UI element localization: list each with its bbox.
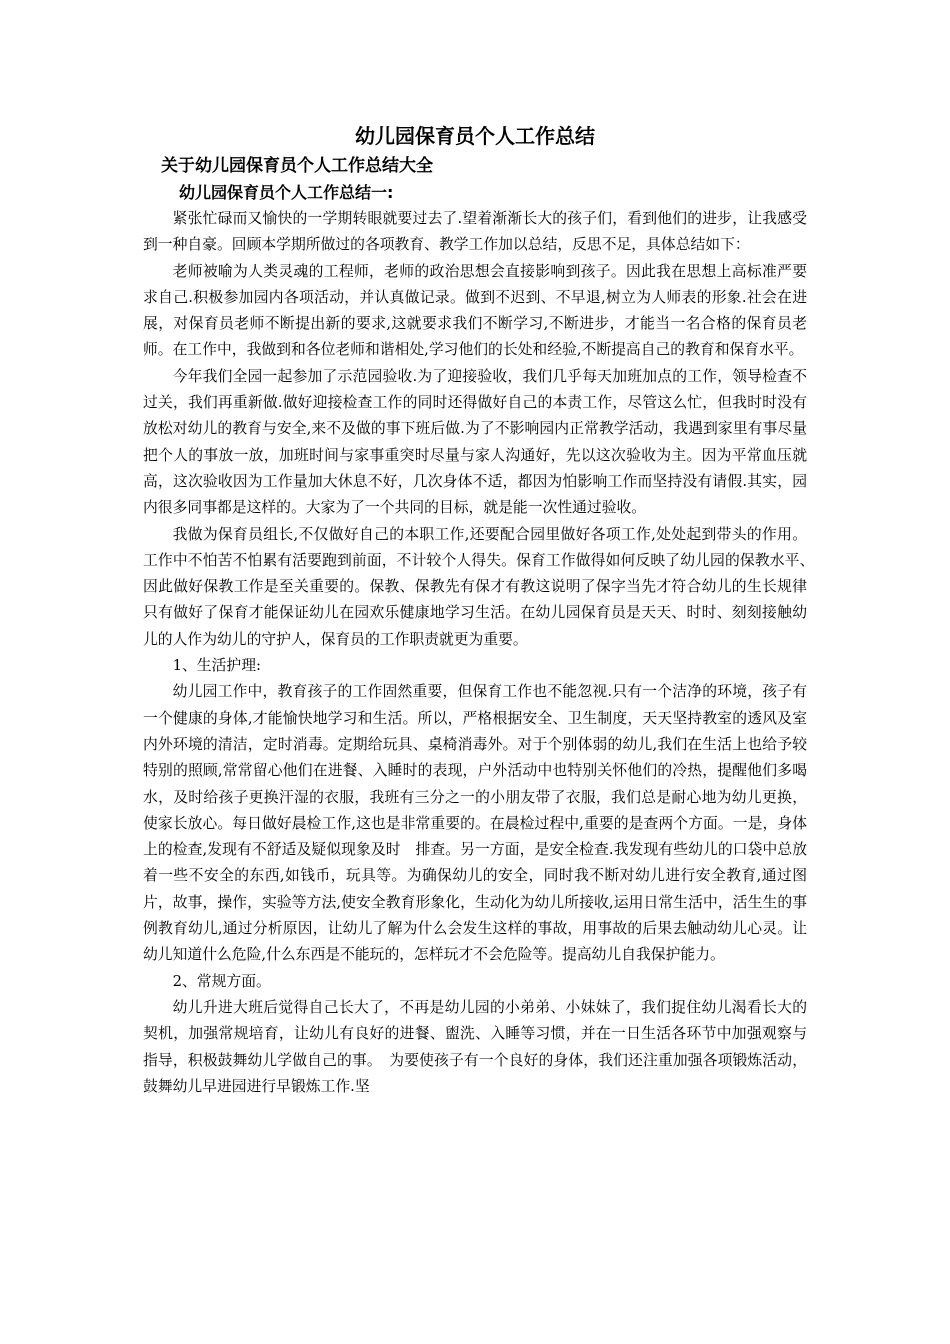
document-title: 幼儿园保育员个人工作总结 xyxy=(355,124,595,148)
document-subtitle: 关于幼儿园保育员个人工作总结大全 xyxy=(161,156,433,176)
paragraph-inspection: 今年我们全园一起参加了示范园验收.为了迎接验收，我们几乎每天加班加点的工作，领导检查不过关，我们再重新做.做好迎接检查工作的同时还得做好自己的本责工作，尽管这么忙，但我时时没有放松对幼儿的教育与安全,来不及做的事下班后做.为了不影响园内正常教学活动，我遇到家里有事尽量把个人的事放一放，加班时间与家事重突时尽量与家人沟通好，先以这次验收为主。因为平常血压就高，这次验收因为工作量加大休息不好，几次身体不适，都因为怕影响工作而坚持没有请假.其实，园内很多同事都是这样的。大家为了一个共同的目标，就是能一次性通过验收。 xyxy=(143,367,807,517)
document-page xyxy=(143,120,822,1100)
paragraph-routine: 幼儿升进大班后觉得自己长大了，不再是幼儿园的小弟弟、小妹妹了，我们捉住幼儿渴看长大的契机，加强常规培育，让幼儿有良好的进餐、盥洗、入睡等习惯，并在一日生活各环节中加强观察与指导，积极鼓舞幼儿学做自己的事。 为要使孩子有一个良好的身体，我们还注重加强各项锻炼活动，鼓舞幼儿早进园进行早锻炼工作.坚 xyxy=(143,998,807,1095)
subheading-life-care: 1、生活护理: xyxy=(172,657,261,675)
section-heading: 幼儿园保育员个人工作总结一: xyxy=(179,183,394,202)
body-text xyxy=(143,206,822,1100)
paragraph-intro: 紧张忙碌而又愉快的一学期转眼就要过去了.望着渐渐长大的孩子们，看到他们的进步，让我感受到一种自豪。回顾本学期所做过的各项教育、教学工作加以总结，反思不足，具体总结如下： xyxy=(143,210,807,254)
subheading-routine: 2、常规方面。 xyxy=(172,972,271,990)
paragraph-thought: 老师被喻为人类灵魂的工程师，老师的政治思想会直接影响到孩子。因此我在思想上高标准严要求自己.积极参加园内各项活动，并认真做记录。做到不迟到、不早退,树立为人师表的形象.社会在进展，对保育员老师不断提出新的要求,这就要求我们不断学习,不断进步，才能当一名合格的保育员老师。在工作中，我做到和各位老师和谐相处,学习他们的长处和经验,不断提高自己的教育和保育水平。 xyxy=(143,262,807,359)
paragraph-life-care: 幼儿园工作中，教育孩子的工作固然重要，但保育工作也不能忽视.只有一个洁净的环境，孩子有一个健康的身体,才能愉快地学习和生活。所以，严格根据安全、卫生制度，天天坚持教室的透风及室内外环境的清洁，定时消毒。定期给玩具、桌椅消毒外。对于个别体弱的幼儿,我们在生活上也给予较特别的照顾,常常留心他们在进餐、入睡时的表现，户外活动中也特别关怀他们的冷热，提醒他们多喝水，及时给孩子更换汗湿的衣服，我班有三分之一的小朋友带了衣服，我们总是耐心地为幼儿更换，使家长放心。每日做好晨检工作,这也是非常重要的。在晨检过程中,重要的是查两个方面。一是，身体上的检查,发现有不舒适及疑似现象及时 排查。另一方面，是安全检查.我发现有些幼儿的口袋中总放着一些不安全的东西,如钱币，玩具等。为确保幼儿的安全，同时我不断对幼儿进行安全教育,通过图片，故事，操作，实验等方法,使安全教育形象化，生动化为幼儿所接收,运用日常生活中，活生生的事例教育幼儿,通过分析原因，让幼儿了解为什么会发生这样的事故，用事故的后果去触动幼儿心灵。让幼儿知道什么危险,什么东西是不能玩的，怎样玩才不会危险等。提高幼儿自我保护能力。 xyxy=(143,683,807,964)
paragraph-group-leader: 我做为保育员组长,不仅做好自己的本职工作,还要配合园里做好各项工作,处处起到带头的作用。工作中不怕苦不怕累有活要跑到前面，不计较个人得失。保育工作做得如何反映了幼儿园的保教水平、 因此做好保教工作是至关重要的。保教、保教先有保才有教这说明了保字当先才符合幼儿的生长规律只有做好了保育才能保证幼儿在园欢乐健康地学习生活。在幼儿园保育员是天天、时时、刻刻接触幼儿的人作为幼儿的守护人，保育员的工作职责就更为重要。 xyxy=(143,525,822,648)
